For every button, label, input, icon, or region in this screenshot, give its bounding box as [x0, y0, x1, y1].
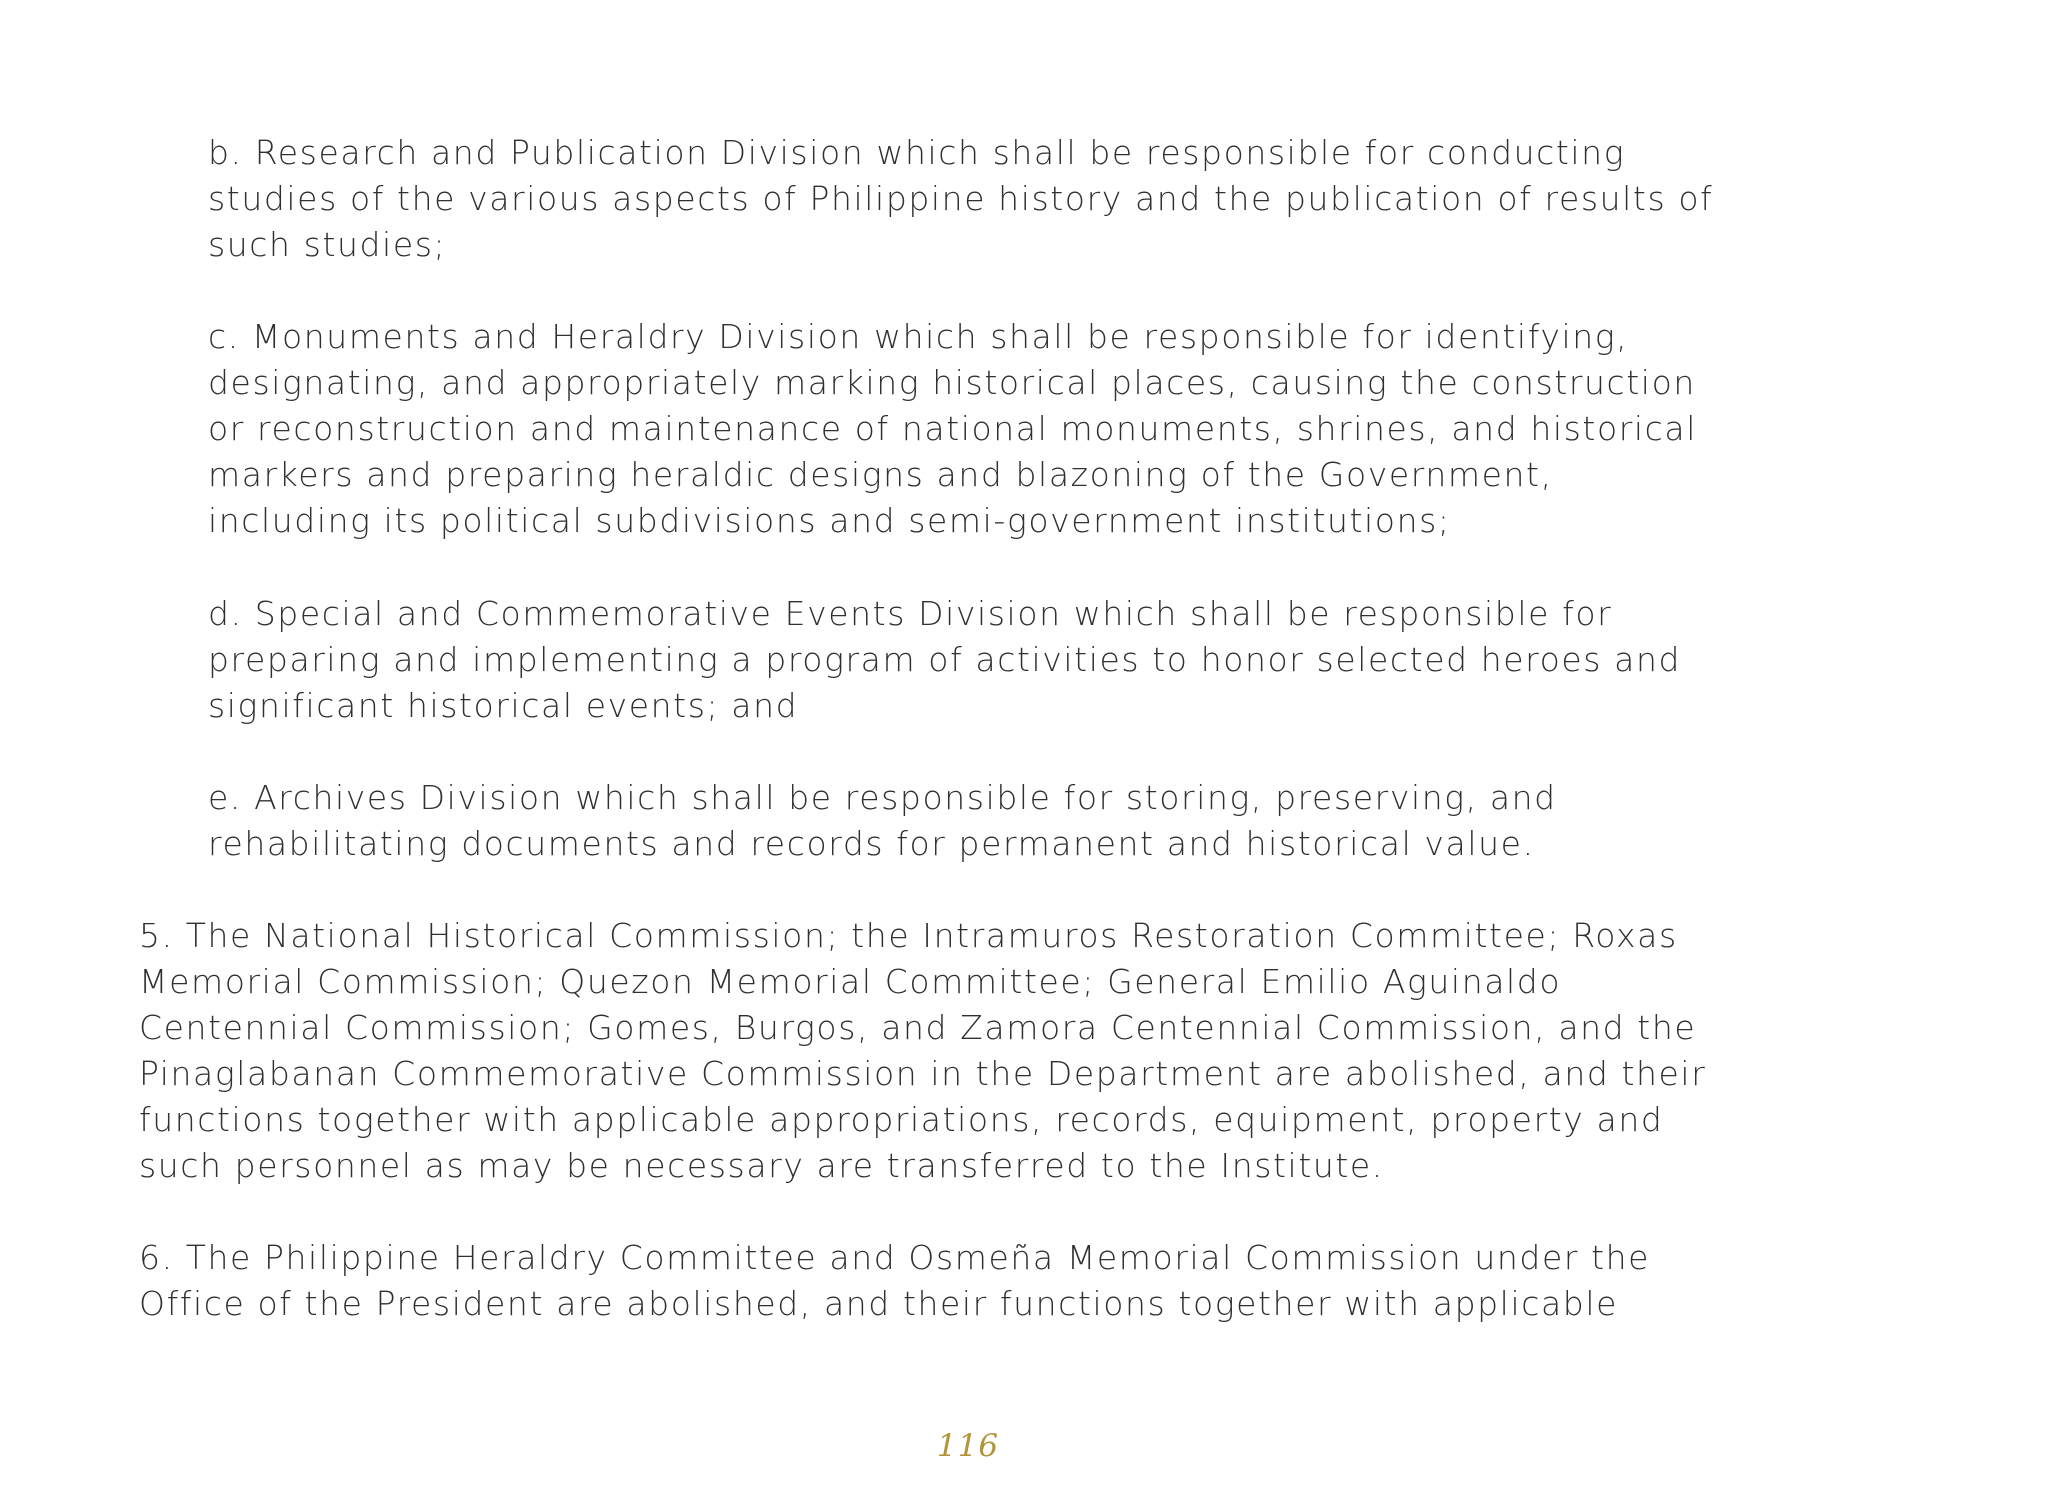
text-line: rehabilitating documents and records for permanent and historical value. [208, 824, 1535, 863]
text-line: c. Monuments and Heraldry Division which shall be responsible for identifying, [208, 317, 1629, 356]
paragraph-b [208, 130, 1713, 268]
text-line: or reconstruction and maintenance of national monuments, shrines, and historical [208, 409, 1698, 448]
paragraph-e [208, 775, 1557, 867]
text-line: e. Archives Division which shall be responsible for storing, preserving, and [208, 778, 1557, 817]
paragraph-5 [139, 913, 1706, 1189]
text-line: 6. The Philippine Heraldry Committee and Osmeña Memorial Commission under the [139, 1238, 1651, 1277]
text-line: preparing and implementing a program of activities to honor selected heroes and [208, 640, 1682, 679]
text-line: 5. The National Historical Commission; the Intramuros Restoration Committee; Roxas [139, 916, 1678, 955]
text-line: significant historical events; and [208, 686, 799, 725]
text-line: markers and preparing heraldic designs and blazoning of the Government, [208, 455, 1553, 494]
text-line: such personnel as may be necessary are transferred to the Institute. [139, 1146, 1384, 1185]
text-line: functions together with applicable appropriations, records, equipment, property and [139, 1100, 1664, 1139]
text-line: studies of the various aspects of Philippine history and the publication of results of [208, 179, 1714, 218]
text-line: d. Special and Commemorative Events Division which shall be responsible for [208, 594, 1613, 633]
text-line: Centennial Commission; Gomes, Burgos, and Zamora Centennial Commission, and the [139, 1008, 1697, 1047]
paragraph-d [208, 591, 1681, 729]
text-line: Pinaglabanan Commemorative Commission in the Department are abolished, and their [139, 1054, 1707, 1093]
text-line: Office of the President are abolished, and their functions together with applicable [139, 1284, 1618, 1323]
text-line: Memorial Commission; Quezon Memorial Committee; General Emilio Aguinaldo [139, 962, 1562, 1001]
text-line: including its political subdivisions and semi-government institutions; [208, 501, 1451, 540]
paragraph-6 [139, 1235, 1650, 1327]
text-line: such studies; [208, 225, 447, 264]
paragraph-c [208, 314, 1697, 544]
text-line: designating, and appropriately marking historical places, causing the construction [208, 363, 1696, 402]
page-number: 116 [936, 1428, 1000, 1464]
text-line: b. Research and Publication Division which shall be responsible for conducting [208, 133, 1626, 172]
